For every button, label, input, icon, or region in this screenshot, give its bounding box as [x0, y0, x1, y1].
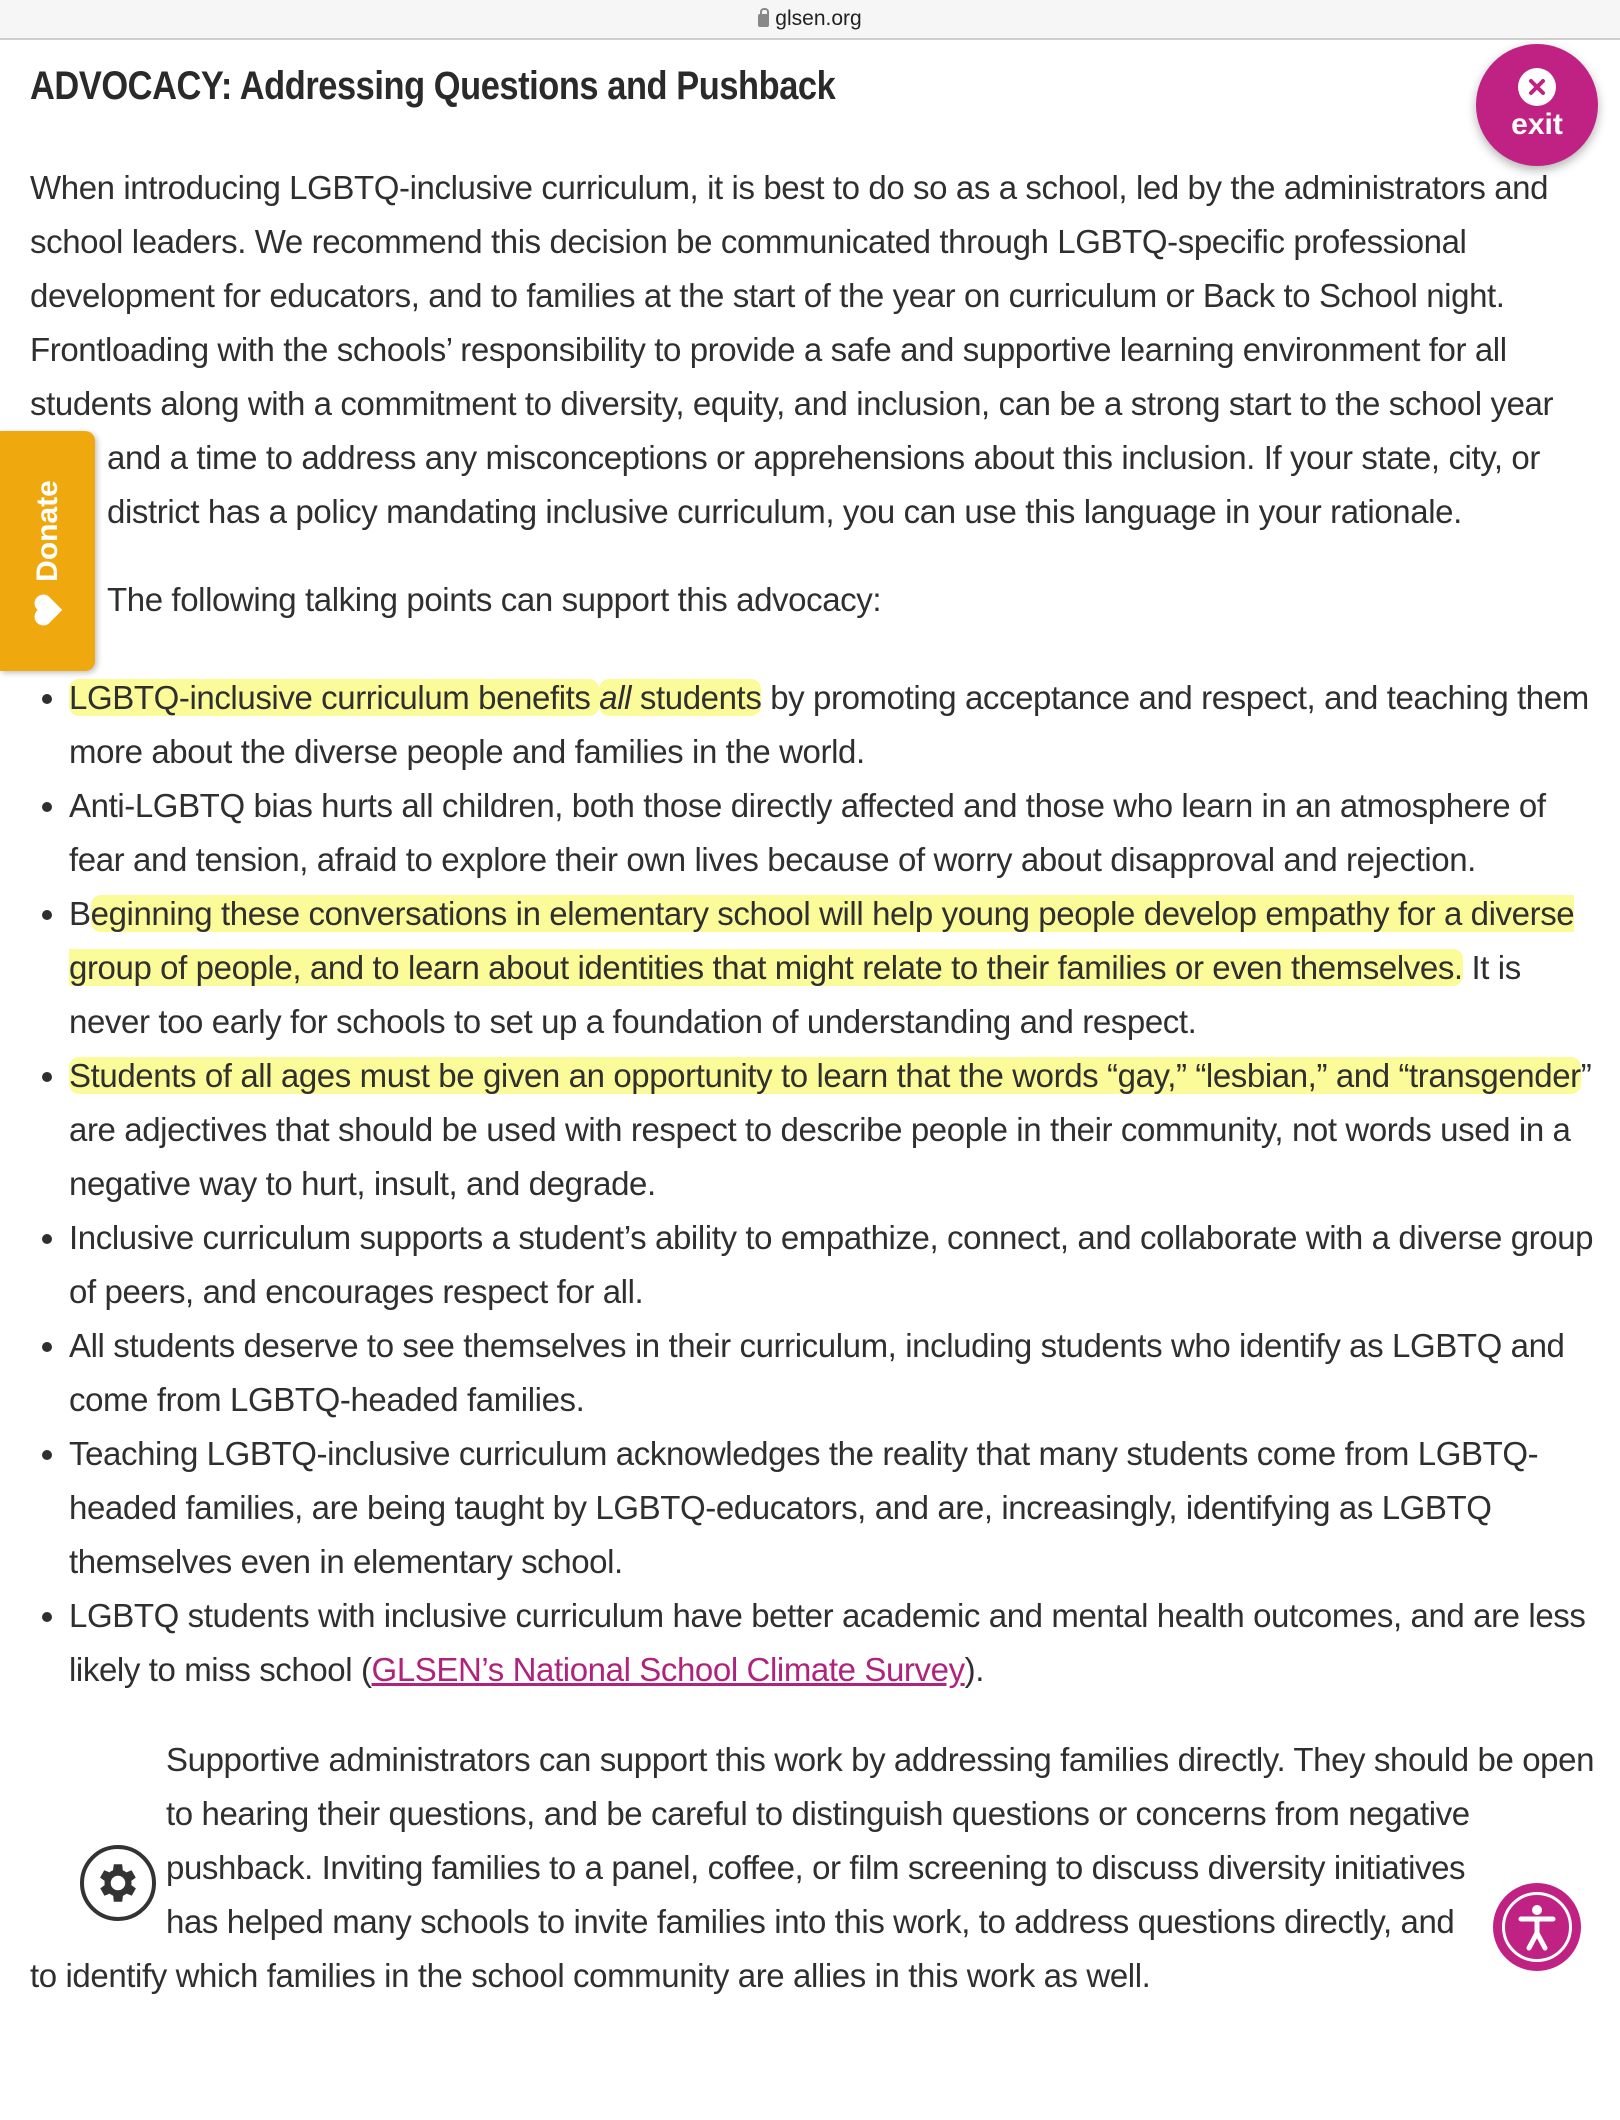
closing-paragraph: Supportive administrators can support this work by addressing families directly. They should be open to hearing their questions, and be careful to distinguish questions or concerns from negative pushback. Inviting families to a panel, coffee, or film screening to discuss diversity initiatives has helped many schools to invite families into this work, to address questions directly, and to identify which families in the school community are allies in this work as well. — [30, 1741, 1595, 1994]
item-text: LGBTQ students with inclusive curriculum have better academic and mental health outcomes, and are less likely to miss school ( — [69, 1597, 1586, 1688]
exit-button[interactable] — [1476, 44, 1598, 166]
domain-label: glsen.org — [775, 7, 862, 30]
climate-survey-link[interactable]: GLSEN’s National School Climate Survey — [371, 1651, 965, 1688]
list-item — [69, 1049, 1595, 1211]
list-item — [69, 779, 1595, 887]
highlighted-text: LGBTQ-inclusive curriculum benefits — [69, 679, 600, 716]
list-item — [69, 671, 1595, 779]
highlighted-text: students — [631, 679, 762, 716]
page-title: ADVOCACY: Addressing Questions and Pushback — [30, 64, 836, 108]
heart-icon — [29, 591, 67, 629]
browser-address-bar[interactable] — [0, 0, 1620, 40]
highlighted-text: eginning these conversations in elementary school will help young people develop empathy for a diverse group of people, and to learn about identities that might relate to their families or even themselves. — [69, 895, 1575, 986]
lock-icon — [758, 14, 769, 27]
emphasis: all — [599, 679, 632, 716]
item-text: Teaching LGBTQ-inclusive curriculum acknowledges the reality that many students come from LGBTQ-headed families, are being taught by LGBTQ-educators, and are, increasingly, identifying as LGBTQ themselves even in elementary school. — [69, 1435, 1539, 1580]
list-item — [69, 1589, 1595, 1697]
list-item — [69, 1319, 1595, 1427]
gear-icon — [93, 1858, 143, 1908]
donate-label: Donate — [31, 480, 64, 582]
list-item — [69, 1427, 1595, 1589]
lead-in: The following talking points can support this advocacy: — [107, 581, 882, 618]
talking-points-list — [30, 671, 1595, 1697]
item-text: B — [69, 895, 91, 932]
item-text: by promoting acceptance and respect, and teaching them more about the diverse people and families in the world. — [69, 679, 1589, 770]
item-text: All students deserve to see themselves in their curriculum, including students who identify as LGBTQ and come from LGBTQ-headed families. — [69, 1327, 1565, 1418]
close-icon — [1518, 68, 1556, 106]
settings-gear-button[interactable] — [80, 1845, 156, 1921]
item-text: ” are adjectives that should be used with respect to describe people in their community, not words used in a negative way to hurt, insult, and degrade. — [69, 1057, 1592, 1202]
accessibility-icon — [1502, 1892, 1572, 1962]
list-item — [69, 1211, 1595, 1319]
donate-tab[interactable] — [0, 431, 95, 671]
exit-label: exit — [1511, 108, 1563, 141]
accessibility-button[interactable] — [1493, 1883, 1581, 1971]
article — [30, 52, 1595, 2037]
item-text: Anti-LGBTQ bias hurts all children, both those directly affected and those who learn in an atmosphere of fear and tension, afraid to explore their own lives because of worry about disapproval and rejection. — [69, 787, 1546, 878]
item-text: It is never too early for schools to set up a foundation of understanding and respect. — [69, 949, 1521, 1040]
item-text: Inclusive curriculum supports a student’s ability to empathize, connect, and collaborate with a diverse group of peers, and encourages respect for all. — [69, 1219, 1594, 1310]
highlighted-text — [599, 679, 761, 716]
intro-paragraph: When introducing LGBTQ-inclusive curriculum, it is best to do so as a school, led by the administrators and school leaders. We recommend this decision be communicated through LGBTQ-specific professional development for educators, and to families at the start of the year on curriculum or Back to School night. Frontloading with the schools’ responsibility to provide a safe and supportive learning environment for all students along with a commitment to diversity, equity, and inclusion, can be a strong start to the school year and a time to address any misconceptions or apprehensions about this inclusion. If your state, city, or district has a policy mandating inclusive curriculum, you can use this language in your rationale. — [30, 169, 1554, 530]
item-text: ). — [964, 1651, 985, 1688]
list-item — [69, 887, 1595, 1049]
highlighted-text: Students of all ages must be given an opportunity to learn that the words “gay,” “lesbian,” and “transgender — [69, 1057, 1581, 1094]
